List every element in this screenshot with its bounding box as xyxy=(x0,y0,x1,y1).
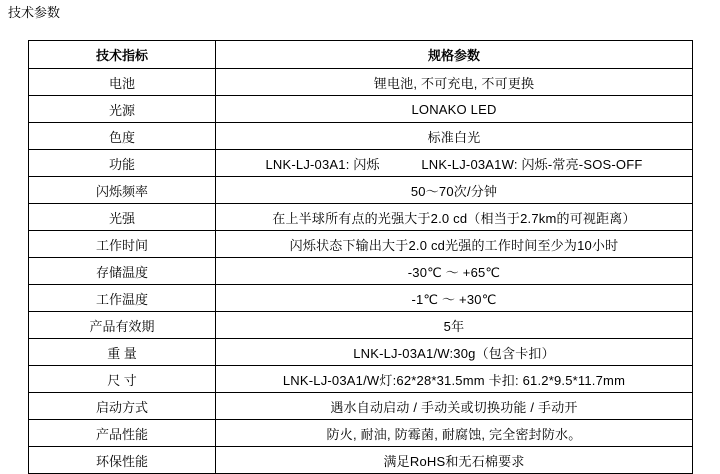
table-row xyxy=(29,150,693,177)
table-header xyxy=(29,41,693,69)
row-label-dimensions: 尺 寸 xyxy=(29,366,216,393)
function-mode-a1w: LNK-LJ-03A1W: 闪烁-常亮-SOS-OFF xyxy=(421,156,643,172)
row-label-working-time: 工作时间 xyxy=(29,231,216,258)
row-label-product-performance: 产品性能 xyxy=(29,420,216,447)
page-title: 技术参数 xyxy=(8,5,61,20)
row-value-function xyxy=(216,150,693,177)
table-row xyxy=(29,285,693,312)
table-body xyxy=(29,69,693,474)
row-label-activation-mode: 启动方式 xyxy=(29,393,216,420)
table-row xyxy=(29,69,693,96)
row-value-environmental-performance: 满足RoHS和无石棉要求 xyxy=(216,447,693,474)
row-label-environmental-performance: 环保性能 xyxy=(29,447,216,474)
row-value-dimensions: LNK-LJ-03A1/W灯:62*28*31.5mm 卡扣: 61.2*9.5*11.7mm xyxy=(216,366,693,393)
table-row xyxy=(29,312,693,339)
row-label-storage-temperature: 存储温度 xyxy=(29,258,216,285)
row-value-battery: 锂电池, 不可充电, 不可更换 xyxy=(216,69,693,96)
table-row xyxy=(29,204,693,231)
table-row xyxy=(29,123,693,150)
row-value-chromaticity: 标准白光 xyxy=(216,123,693,150)
row-value-working-time: 闪烁状态下输出大于2.0 cd光强的工作时间至少为10小时 xyxy=(216,231,693,258)
row-label-luminous-intensity: 光强 xyxy=(29,204,216,231)
row-value-light-source: LONAKO LED xyxy=(216,96,693,123)
row-label-weight: 重 量 xyxy=(29,339,216,366)
table-row xyxy=(29,366,693,393)
row-label-battery: 电池 xyxy=(29,69,216,96)
row-value-luminous-intensity: 在上半球所有点的光强大于2.0 cd（相当于2.7km的可视距离） xyxy=(216,204,693,231)
row-label-flash-frequency: 闪烁频率 xyxy=(29,177,216,204)
row-label-working-temperature: 工作温度 xyxy=(29,285,216,312)
table-row xyxy=(29,231,693,258)
row-value-weight: LNK-LJ-03A1/W:30g（包含卡扣） xyxy=(216,339,693,366)
table-row xyxy=(29,447,693,474)
row-label-function: 功能 xyxy=(29,150,216,177)
row-label-light-source: 光源 xyxy=(29,96,216,123)
table-header-row xyxy=(29,41,693,69)
row-value-flash-frequency: 50～70次/分钟 xyxy=(216,177,693,204)
row-label-chromaticity: 色度 xyxy=(29,123,216,150)
table-row xyxy=(29,258,693,285)
technical-specifications-table xyxy=(28,40,693,474)
row-value-storage-temperature: -30℃ ～ +65℃ xyxy=(216,258,693,285)
function-mode-a1: LNK-LJ-03A1: 闪烁 xyxy=(265,156,380,172)
table-row xyxy=(29,177,693,204)
column-header-indicator: 技术指标 xyxy=(29,41,216,69)
table-row xyxy=(29,339,693,366)
table-row xyxy=(29,96,693,123)
spec-table-container xyxy=(28,40,690,474)
row-value-working-temperature: -1℃ ～ +30℃ xyxy=(216,285,693,312)
table-row xyxy=(29,393,693,420)
column-header-spec: 规格参数 xyxy=(216,41,693,69)
row-value-validity-period: 5年 xyxy=(216,312,693,339)
table-row xyxy=(29,420,693,447)
row-label-validity-period: 产品有效期 xyxy=(29,312,216,339)
row-value-activation-mode: 遇水自动启动 / 手动关或切换功能 / 手动开 xyxy=(216,393,693,420)
row-value-product-performance: 防火, 耐油, 防霉菌, 耐腐蚀, 完全密封防水。 xyxy=(216,420,693,447)
